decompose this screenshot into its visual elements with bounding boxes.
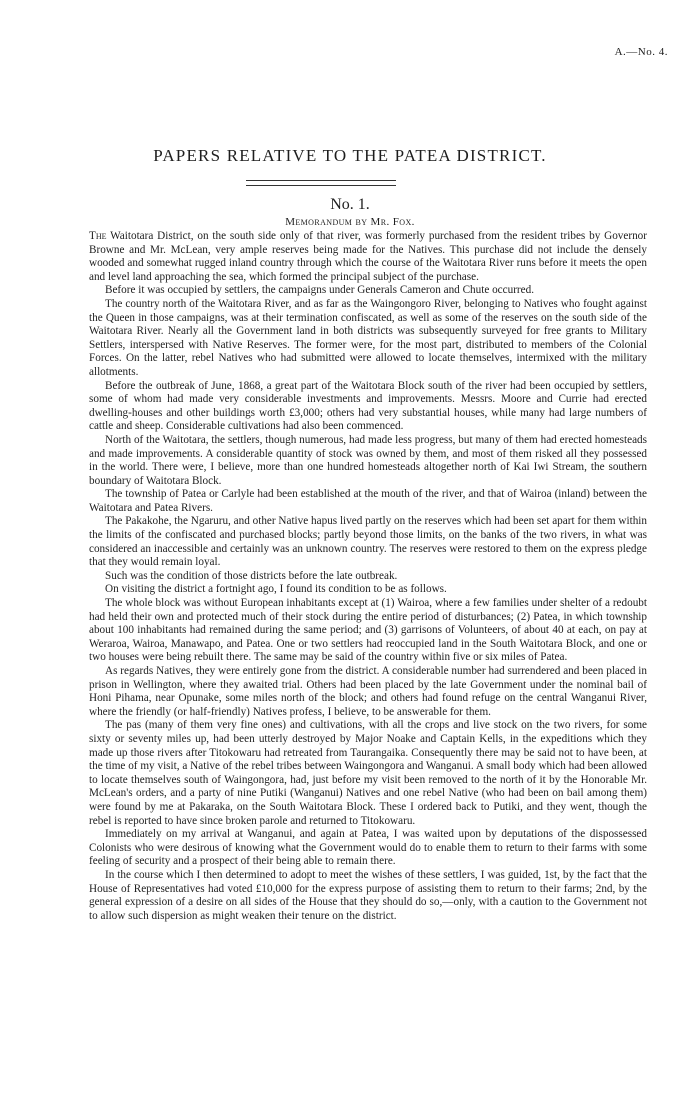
document-title: PAPERS RELATIVE TO THE PATEA DISTRICT. bbox=[153, 146, 547, 165]
paragraph: The pas (many of them very fine ones) and cultivations, with all the crops and live stock on the two rivers, for some sixty or seventy miles up, had been utterly destroyed by Major Noake and Captain Kells, in the expeditions which they made up those rivers after Titokowaru had retreated from Taurangaika. Consequently there may be said not to have been, at the time of my visit, a Native of the rebel tribes between Waingongora and Wanganui. A small body which had been allowed to locate themselves south of Waingongora, had, just before my visit been removed to the north of it by the Honorable Mr. McLean's orders, and a party of nine Putiki (Wanganui) Natives and one rebel Native (who had been on bail among them) were found by me at Pakaraka, on the South Waitotara Block. These I ordered back to Putiki, and they went, though the rebel is reported to have since broken parole and returned to Titokowaru. bbox=[89, 719, 647, 827]
paragraph bbox=[89, 230, 647, 284]
paragraph: The township of Patea or Carlyle had been established at the mouth of the river, and that of Wairoa (inland) between the Waitotara and Patea Rivers. bbox=[89, 488, 647, 514]
paragraph: On visiting the district a fortnight ago, I found its condition to be as follows. bbox=[105, 583, 447, 596]
paragraph: The whole block was without European inhabitants except at (1) Wairoa, where a few families under shelter of a redoubt had held their own and protected much of their stock during the entire period of disturbances; (2) Patea, in which township about 100 inhabitants had remained during the same period; and (3) garrisons of Volunteers, of about 40 at each, on pay at Weraroa, Wairoa, Manawapo, and Patea. One or two settlers had reoccupied land in the South Waitotara Block, and one or two houses were being rebuilt there. The same may be said of the country within five or six miles of Patea. bbox=[89, 597, 647, 664]
paragraph: Such was the condition of those districts before the late outbreak. bbox=[105, 569, 398, 582]
memorandum-body bbox=[89, 230, 647, 923]
paragraph: North of the Waitotara, the settlers, though numerous, had made less progress, but many of them had erected homesteads and made improvements. A considerable quantity of stock was owned by them, and most of them risked all they possessed in the world. There were, I believe, more than one hundred homesteads altogether north of Kai Iwi Stream, the southern boundary of Waitotara Block. bbox=[89, 433, 647, 487]
paragraph-text: Waitotara District, on the south side only of that river, was formerly purchased from the resident tribes by Governor Browne and Mr. McLean, very ample reserves being made for the Natives. This purchase did not include the densely wooded and somewhat rugged inland country through which the course of the Waitotara River runs before it meets the open and level land approaching the sea, which formed the principal subject of the purchase. bbox=[89, 230, 647, 283]
paragraph: In the course which I then determined to adopt to meet the wishes of these settlers, I was guided, 1st, by the fact that the House of Representatives had voted £10,000 for the express purpose of assisting them to return to their farms; 2nd, by the general expression of a desire on all sides of the House that they should do so,—only, with a caution to the Government not to allow such dispersion as might weaken their tenure on the district. bbox=[89, 868, 647, 922]
paragraph: Before it was occupied by settlers, the campaigns under Generals Cameron and Chute occurred. bbox=[105, 284, 535, 297]
paragraph-lead: The bbox=[89, 230, 107, 242]
paragraph: As regards Natives, they were entirely gone from the district. A considerable number had surrendered and been placed in prison in Wellington, where they awaited trial. Others had been placed by the late Government under the nominal bail of Honi Pihama, near Opunake, some miles north of the block; and others had found refuge on the central Wanganui River, where the friendly (or half-friendly) Natives profess, I believe, to be answerable for them. bbox=[89, 665, 647, 718]
page-reference: A.—No. 4. bbox=[614, 46, 668, 58]
paragraph: Immediately on my arrival at Wanganui, and again at Patea, I was waited upon by deputations of the dispossessed Colonists who were desirous of knowing what the Government would do to enable them to return to their farms with some feeling of security and a prospect of their being able to remain there. bbox=[89, 828, 647, 868]
memo-heading: Memorandum by Mr. Fox. bbox=[285, 216, 415, 228]
paragraph: Before the outbreak of June, 1868, a great part of the Waitotara Block south of the river had been occupied by settlers, some of whom had made very considerable investments and improvements. Messrs. Moore and Currie had erected dwelling-houses and other buildings worth £3,000; others had very substantial houses, while many had large numbers of cattle and sheep. Considerable cultivations had also been commenced. bbox=[89, 379, 647, 433]
paragraph: The Pakakohe, the Ngaruru, and other Native hapus lived partly on the reserves which had been set apart for them within the limits of the confiscated and purchased blocks; partly beyond those limits, on the banks of the two rivers, in what was considered an inaccessible and certainly was an unknown country. The reserves were restored to them on the express pledge that they would remain loyal. bbox=[89, 515, 647, 569]
paragraph: The country north of the Waitotara River, and as far as the Waingongoro River, belonging to Natives who fought against the Queen in those campaigns, was at their termination confiscated, as well as some of the reserves on the south side of the Waitotara River. Nearly all the Government land in both districts was subsequently surveyed for free grants to Military Settlers, interspersed with Native Reserves. The former were, for the most part, distributed to members of the Colonial Forces. On the latter, rebel Natives who had submitted were allowed to locate themselves, intermixed with the military allotments. bbox=[89, 297, 647, 378]
document-number: No. 1. bbox=[330, 196, 370, 213]
title-divider bbox=[246, 180, 396, 186]
